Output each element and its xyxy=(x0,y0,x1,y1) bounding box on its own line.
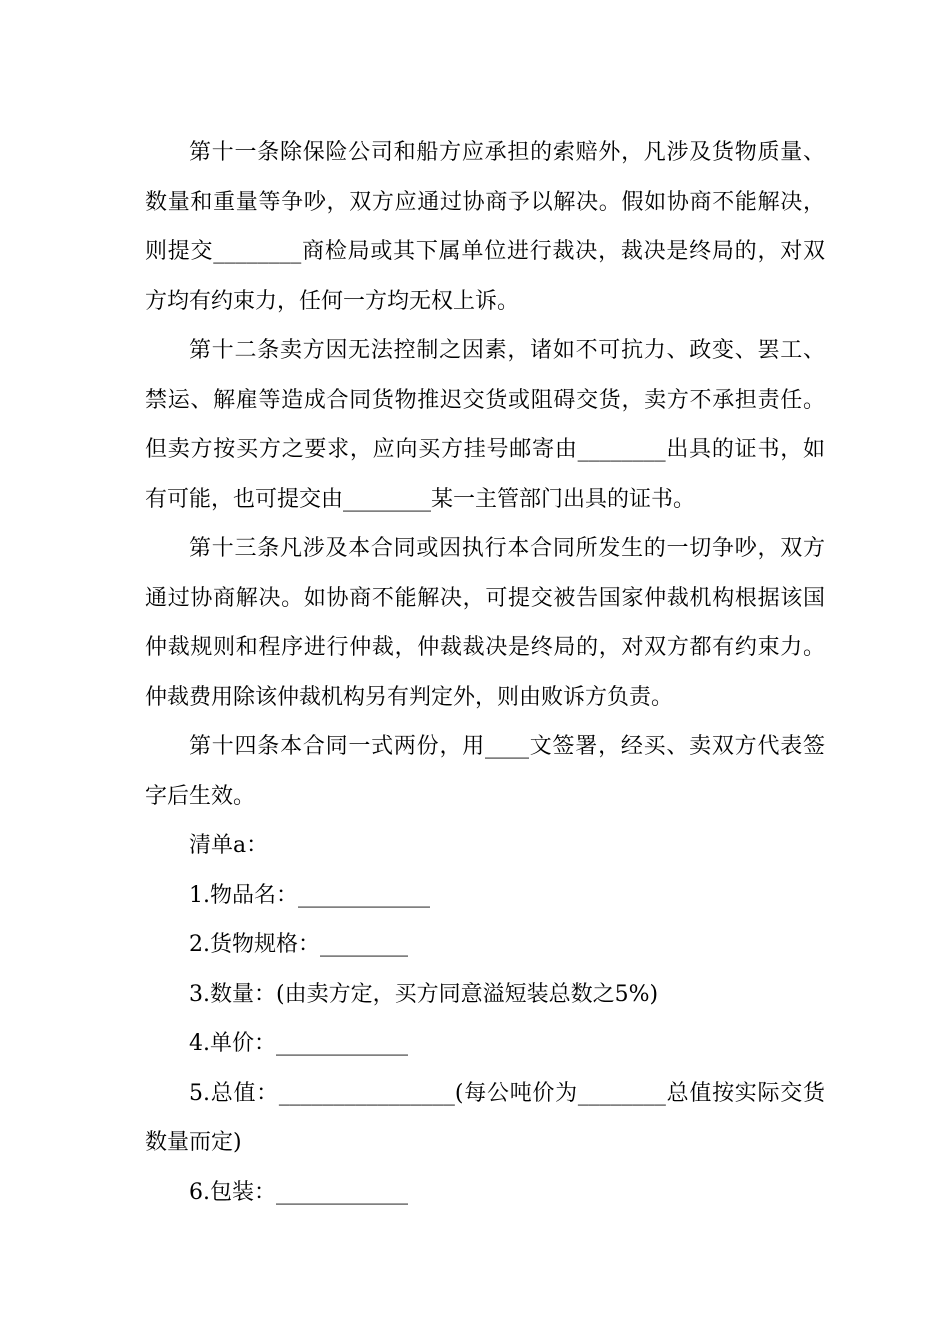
list-title: 清单a： xyxy=(189,833,269,858)
clause-11: 第十一条除保险公司和船方应承担的索赔外，凡涉及货物质量、数量和重量等争吵，双方应通过协商予以解决。假如协商不能解决，则提交________商检局或其下属单位进行裁决，裁决是终局的，对双方均有约束力，任何一方均无权上诉。 xyxy=(145,140,825,314)
list-item-unit-price: 4.单价：____________ xyxy=(189,1031,408,1056)
list-item-goods-name: 1.物品名：____________ xyxy=(189,882,430,908)
list-item-quantity: 3.数量：(由卖方定，买方同意溢短装总数之5%) xyxy=(189,981,659,1007)
list-item-packing: 6.包装：____________ xyxy=(189,1179,408,1205)
clause-14: 第十四条本合同一式两份，用____文签署，经买、卖双方代表签字后生效。 xyxy=(145,734,825,809)
clause-13: 第十三条凡涉及本合同或因执行本合同所发生的一切争吵，双方通过协商解决。如协商不能解决，可提交被告国家仲裁机构根据该国仲裁规则和程序进行仲裁，仲裁裁决是终局的，对双方都有约束力。仲裁费用除该仲裁机构另有判定外，则由败诉方负责。 xyxy=(145,536,825,710)
document-body xyxy=(145,128,825,1217)
list-item-total-value: 5.总值：________________(每公吨价为________总值按实际交货数量而定) xyxy=(145,1080,825,1155)
clause-12: 第十二条卖方因无法控制之因素，诸如不可抗力、政变、罢工、禁运、解雇等造成合同货物推迟交货或阻碍交货，卖方不承担责任。但卖方按买方之要求，应向买方挂号邮寄由________出具的证书，如有可能，也可提交由________某一主管部门出具的证书。 xyxy=(145,338,825,512)
list-item-specification: 2.货物规格：________ xyxy=(189,932,408,957)
